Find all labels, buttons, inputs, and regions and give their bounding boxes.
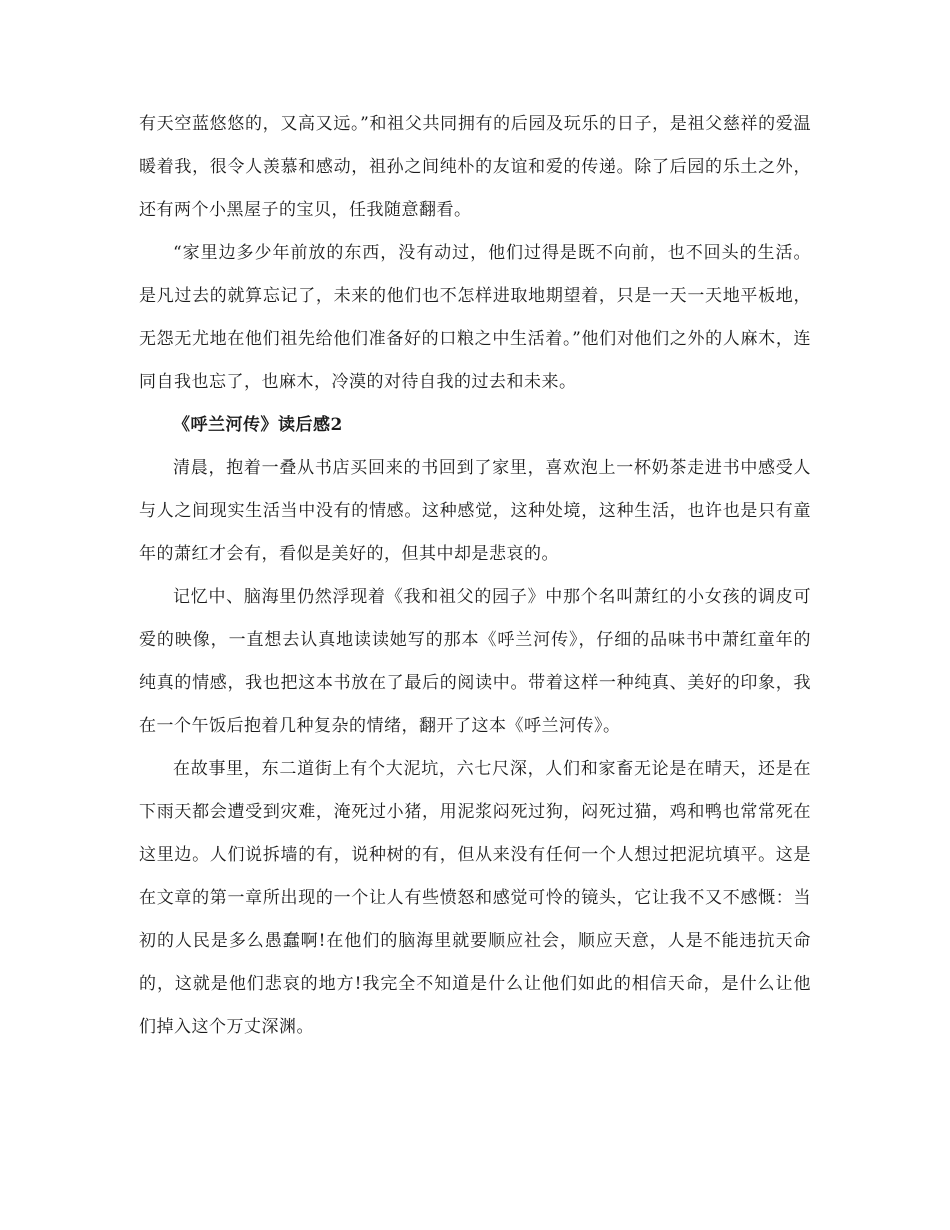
paragraph-memory: 记忆中、脑海里仍然浮现着《我和祖父的园子》中那个名叫萧红的小女孩的调皮可爱的映像，一直想去认真地读读她写的那本《呼兰河传》，仔细的品味书中萧红童年的纯真的情感，我也把这本书放在了最后的阅读中。带着这样一种纯真、美好的印象，我在一个午饭后抱着几种复杂的情绪，翻开了这本《呼兰河传》。 <box>139 587 811 736</box>
paragraph-continuation: 有天空蓝悠悠的，又高又远。”和祖父共同拥有的后园及玩乐的日子，是祖父慈祥的爱温暖着我，很令人羡慕和感动，祖孙之间纯朴的友谊和爱的传递。除了后园的乐土之外，还有两个小黑屋子的宝贝，任我随意翻看。 <box>139 114 811 220</box>
paragraph-quote-household: “家里边多少年前放的东西，没有动过，他们过得是既不向前，也不回头的生活。是凡过去的就算忘记了，未来的他们也不怎样进取地期望着，只是一天一天地平板地，无怨无尤地在他们祖先给他们准备好的口粮之中生活着。”他们对他们之外的人麻木，连同自我也忘了，也麻木，冷漠的对待自我的过去和未来。 <box>139 243 811 392</box>
paragraph-mud-pit: 在故事里，东二道街上有个大泥坑，六七尺深，人们和家畜无论是在晴天，还是在下雨天都会遭受到灾难，淹死过小猪，用泥浆闷死过狗，闷死过猫，鸡和鸭也常常死在这里边。人们说拆墙的有，说种树的有，但从来没有任何一个人想过把泥坑填平。这是在文章的第一章所出现的一个让人有些愤怒和感觉可怜的镜头，它让我不又不感慨：当初的人民是多么愚蠢啊!在他们的脑海里就要顺应社会，顺应天意，人是不能违抗天命的，这就是他们悲哀的地方!我完全不知道是什么让他们如此的相信天命，是什么让他们掉入这个万丈深渊。 <box>139 759 811 1037</box>
paragraph-morning: 清晨，抱着一叠从书店买回来的书回到了家里，喜欢泡上一杯奶茶走进书中感受人与人之间现实生活当中没有的情感。这种感觉，这种处境，这种生活，也许也是只有童年的萧红才会有，看似是美好的，但其中却是悲哀的。 <box>139 458 811 564</box>
section-heading: 《呼兰河传》读后感2 <box>173 415 343 435</box>
document-body <box>139 103 811 1049</box>
